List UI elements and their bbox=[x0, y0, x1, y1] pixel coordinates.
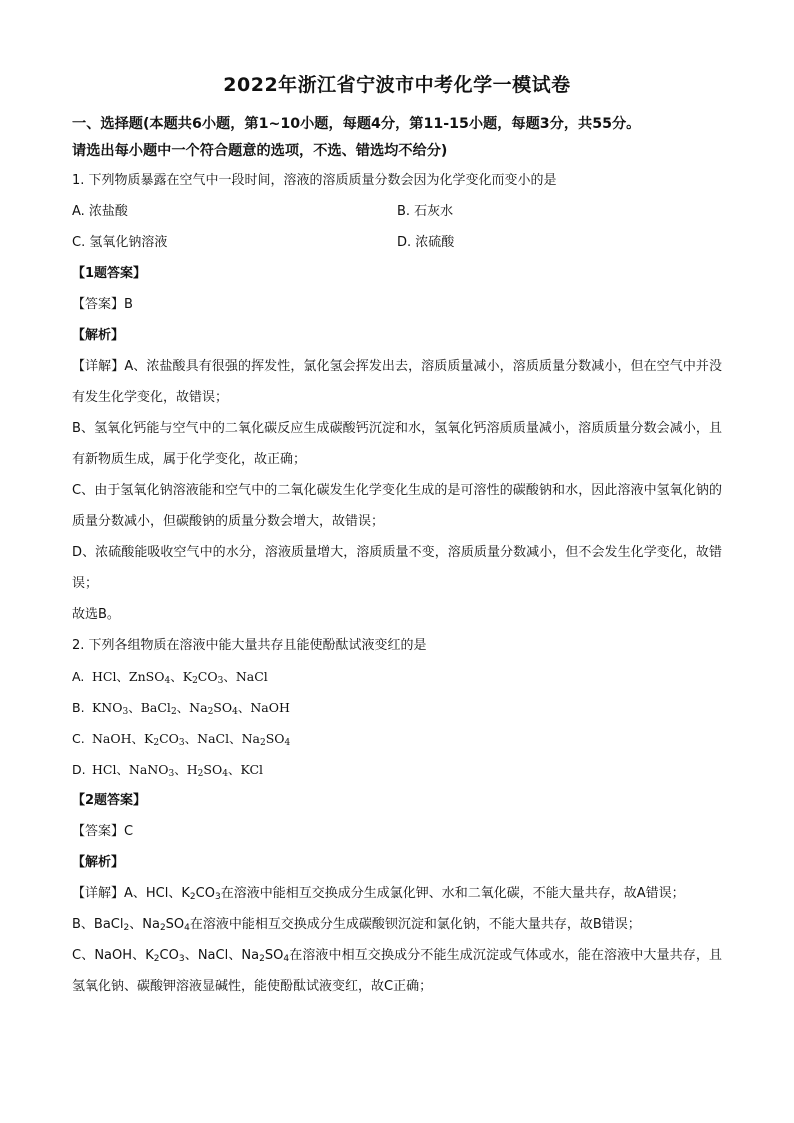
q2-option-d: D. HCl、NaNO$_3$、$H_2SO_4$、KCl bbox=[72, 754, 722, 785]
q2-detail-b-text: 在溶液中能相互交换成分生成碳酸钡沉淀和氯化钠，不能大量共存，故B错误； bbox=[189, 917, 641, 932]
q1-option-d: D. 浓硫酸 bbox=[397, 235, 455, 250]
section-heading-line2: 请选出每小题中一个符合题意的选项，不选、错选均不给分) bbox=[72, 143, 448, 159]
q2-detail-c: C、NaOH、$K_2CO_3$、NaCl、$Na_2SO_4$在溶液中相互交换成分不能生成沉淀或气体或水，能在溶液中大量共存，且氢氧化钠、碳酸钾溶液显碱性，能使酚酞试液变红，故C正确； bbox=[72, 948, 722, 994]
q2-stem: 2. 下列各组物质在溶液中能大量共存且能使酚酞试液变红的是 bbox=[72, 638, 427, 653]
q1-options bbox=[72, 196, 722, 258]
q2-option-d-label: D. bbox=[72, 762, 86, 777]
q2-option-b: B. $KNO_3$、BaCl$_2$、$Na_2SO_4$、NaOH bbox=[72, 692, 722, 723]
q1-option-b: B. 石灰水 bbox=[397, 204, 454, 219]
q1-analysis-header: 【解析】 bbox=[72, 328, 125, 343]
q1-option-c: C. 氢氧化钠溶液 bbox=[72, 235, 168, 250]
page-title: 2022年浙江省宁波市中考化学一模试卷 bbox=[223, 74, 571, 96]
q2-analysis-header: 【解析】 bbox=[72, 855, 125, 870]
q1-detail-c: C、由于氢氧化钠溶液能和空气中的二氧化碳发生化学变化生成的是可溶性的碳酸钠和水，因此溶液中氢氧化钠的质量分数减小，但碳酸钠的质量分数会增大，故错误； bbox=[72, 483, 722, 529]
q1-detail-a: 【详解】A、浓盐酸具有很强的挥发性，氯化氢会挥发出去，溶质质量减小，溶质质量分数减小，但在空气中并没有发生化学变化，故错误； bbox=[72, 359, 722, 405]
q2-detail-a-prefix: 【详解】A、 bbox=[72, 886, 146, 901]
exam-page bbox=[72, 70, 722, 1002]
q2-answer-header: 【2题答案】 bbox=[72, 793, 147, 808]
q1-detail-b: B、氢氧化钙能与空气中的二氧化碳反应生成碳酸钙沉淀和水，氢氧化钙溶质质量减小，溶质质量分数会减小，且有新物质生成，属于化学变化，故正确； bbox=[72, 421, 722, 467]
q2-option-c: C. NaOH、$K_2CO_3$、NaCl、$Na_2SO_4$ bbox=[72, 723, 722, 754]
section-heading-line1: 一、选择题(本题共6小题，第1~10小题，每题4分，第11-15小题，每题3分，共55分。 bbox=[72, 116, 641, 132]
q2-answer: 【答案】C bbox=[72, 824, 134, 839]
q2-detail-b: B、BaCl$_2$、$Na_2SO_4$在溶液中能相互交换成分生成碳酸钡沉淀和氯化钠，不能大量共存，故B错误； bbox=[72, 917, 641, 933]
q2-option-c-label: C. bbox=[72, 731, 85, 746]
q2-detail-c-text: 在溶液中相互交换成分不能生成沉淀或气体或水，能在溶液中大量共存，且氢氧化钠、碳酸钾溶液显碱性，能使酚酞试液变红，故C正确； bbox=[72, 948, 722, 994]
q1-option-a: A. 浓盐酸 bbox=[72, 204, 128, 219]
q2-detail-a-text: 在溶液中能相互交换成分生成氯化钾、水和二氧化碳，不能大量共存，故A错误； bbox=[220, 886, 685, 901]
q2-detail-a: 【详解】A、HCl、$K_2CO_3$在溶液中能相互交换成分生成氯化钾、水和二氧化碳，不能大量共存，故A错误； bbox=[72, 886, 685, 902]
q1-conclusion: 故选B。 bbox=[72, 607, 120, 622]
q2-option-a: A. HCl、ZnSO$_4$、$K_2CO_3$、NaCl bbox=[72, 661, 722, 692]
q1-stem: 1. 下列物质暴露在空气中一段时间，溶液的溶质质量分数会因为化学变化而变小的是 bbox=[72, 173, 557, 188]
q2-detail-c-prefix: C、 bbox=[72, 948, 95, 963]
q1-answer: 【答案】B bbox=[72, 297, 133, 312]
q1-answer-header: 【1题答案】 bbox=[72, 266, 147, 281]
q2-option-b-label: B. bbox=[72, 700, 85, 715]
q2-option-a-label: A. bbox=[72, 669, 85, 684]
q2-detail-b-prefix: B、 bbox=[72, 917, 94, 932]
q1-detail-d: D、浓硫酸能吸收空气中的水分，溶液质量增大，溶质质量不变，溶质质量分数减小，但不会发生化学变化，故错误； bbox=[72, 545, 722, 591]
